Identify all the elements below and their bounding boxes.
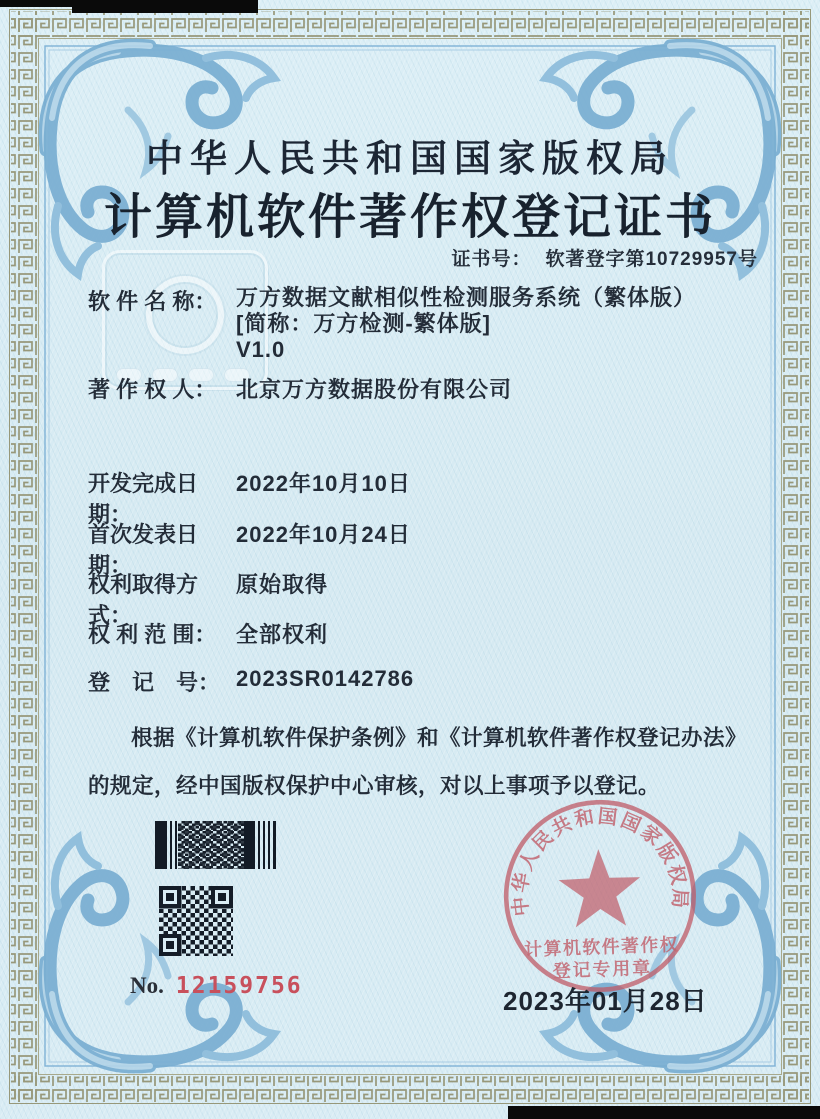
- barcode-data: [178, 821, 244, 869]
- software-version: V1.0: [236, 337, 286, 362]
- field-software-name: [88, 285, 696, 363]
- serial-label: No.: [130, 973, 164, 998]
- dev-complete-date: 2022年10月10日: [236, 471, 411, 496]
- copyright-owner: 北京万方数据股份有限公司: [236, 377, 513, 402]
- field-copyright-owner: [88, 373, 512, 404]
- field-rights-scope: [88, 618, 328, 649]
- red-star-icon: [558, 848, 642, 928]
- qr-finder: [159, 886, 181, 908]
- software-alias: [简称：万方检测-繁体版]: [236, 311, 491, 336]
- barcode-start-bar: [155, 821, 165, 869]
- barcode-bars: [253, 821, 273, 869]
- qr-finder: [159, 934, 181, 956]
- barcode-stop-bar: [244, 821, 253, 869]
- legal-statement: 根据《计算机软件保护条例》和《计算机软件著作权登记办法》的规定，经中国版权保护中心审核，对以上事项予以登记。: [88, 726, 748, 798]
- rights-acquisition: 原始取得: [236, 572, 329, 597]
- certificate-number-line: [451, 244, 758, 271]
- field-label: 权 利 范 围：: [88, 622, 217, 647]
- software-name: 万方数据文献相似性检测服务系统（繁体版）: [236, 285, 697, 310]
- issue-date: 2023年01月28日: [503, 986, 708, 1016]
- first-publish-date: 2022年10月24日: [236, 522, 411, 547]
- barcode-bars: [165, 821, 178, 869]
- certificate-number-label: 证书号：: [451, 249, 532, 270]
- scan-artifact-top: [72, 0, 258, 13]
- serial-number-line: [130, 972, 303, 999]
- seal-line2: 登记专用章: [552, 957, 653, 982]
- pdf417-barcode-icon: [155, 821, 288, 869]
- seal-ring-text: 中华人民共和国国家版权局: [508, 805, 691, 918]
- field-label: 登 记 号：: [88, 670, 221, 695]
- rights-scope: 全部权利: [236, 622, 329, 647]
- official-seal: [489, 792, 712, 1003]
- issuer-title: 中华人民共和国国家版权局: [146, 139, 674, 180]
- certificate-number-value: 软著登字第10729957号: [545, 249, 758, 270]
- field-label: 首次发表日期：: [88, 522, 199, 578]
- field-value: [236, 285, 696, 363]
- field-label: 著 作 权 人：: [88, 377, 217, 402]
- field-label: 开发完成日期：: [88, 471, 199, 527]
- barcode-end-bar: [273, 821, 276, 869]
- certificate-title: 计算机软件著作权登记证书: [103, 191, 716, 244]
- field-label: 权利取得方式：: [88, 572, 199, 628]
- serial-number: 12159756: [175, 973, 303, 999]
- registration-number: 2023SR0142786: [236, 666, 415, 691]
- qr-finder: [211, 886, 233, 908]
- seal-line1: 计算机软件著作权: [523, 934, 680, 960]
- field-registration-number: [88, 666, 414, 697]
- qr-code-icon: [159, 886, 233, 956]
- field-label: 软 件 名 称：: [88, 289, 217, 314]
- scan-artifact-bottom-right: [508, 1106, 820, 1119]
